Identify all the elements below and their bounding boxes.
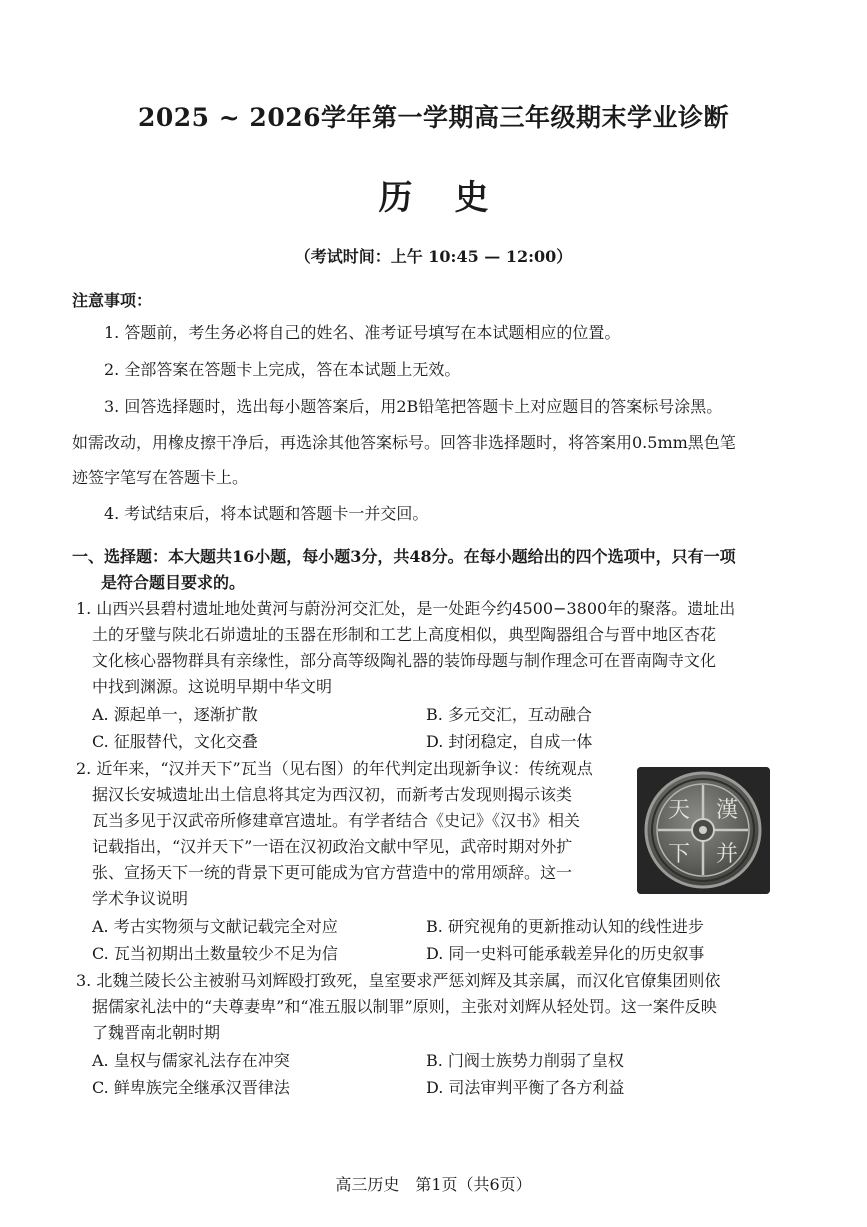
- notice-item: 3. 回答选择题时，选出每小题答案后，用2B铅笔把答题卡上对应题目的答案标号涂黑。: [104, 397, 723, 416]
- wadang-tile-drawing: [637, 767, 770, 894]
- question-2-option-b: B. 研究视角的更新推动认知的线性进步: [426, 917, 704, 936]
- exam-title: 2025 ~ 2026学年第一学期高三年级期末学业诊断: [137, 103, 730, 132]
- coin-char-tian: 天: [667, 798, 691, 823]
- question-3-line: 3. 北魏兰陵长公主被驸马刘辉殴打致死，皇室要求严惩刘辉及其亲属，而汉化官僚集团则依: [76, 971, 721, 990]
- question-3-option-d: D. 司法审判平衡了各方利益: [426, 1078, 625, 1097]
- question-1-line: 中找到渊源。这说明早期中华文明: [92, 677, 333, 696]
- coin-char-han: 漢: [715, 798, 739, 823]
- question-1-option-a: A. 源起单一，逐渐扩散: [92, 705, 258, 724]
- question-1-line: 1. 山西兴县碧村遗址地处黄河与蔚汾河交汇处，是一处距今约4500−3800年的聚落。遗址出: [76, 599, 736, 618]
- question-1-line: 土的牙璧与陕北石峁遗址的玉器在形制和工艺上高度相似，典型陶器组合与晋中地区杏花: [92, 625, 717, 644]
- question-1-option-c: C. 征服替代，文化交叠: [92, 732, 258, 751]
- question-3-line: 据儒家礼法中的“夫尊妻卑”和“准五服以制罪”原则，主张对刘辉从轻处罚。这一案件反映: [92, 997, 717, 1016]
- notice-item: 4. 考试结束后，将本试题和答题卡一并交回。: [104, 504, 429, 523]
- question-2-line: 瓦当多见于汉武帝所修建章宫遗址。有学者结合《史记》《汉书》相关: [92, 811, 581, 830]
- question-1-line: 文化核心器物群具有亲缘性，部分高等级陶礼器的装饰母题与制作理念可在晋南陶寺文化: [92, 651, 717, 670]
- wadang-tile-image: [637, 767, 770, 894]
- notice-item: 1. 答题前，考生务必将自己的姓名、准考证号填写在本试题相应的位置。: [104, 323, 621, 342]
- question-1-option-d: D. 封闭稳定，自成一体: [426, 732, 593, 751]
- section-heading-cont: 是符合题目要求的。: [101, 573, 246, 592]
- question-3-option-a: A. 皇权与儒家礼法存在冲突: [92, 1051, 290, 1070]
- notice-item: 2. 全部答案在答题卡上完成，答在本试题上无效。: [104, 360, 461, 379]
- question-2-line: 2. 近年来，“汉并天下”瓦当（见右图）的年代判定出现新争议：传统观点: [76, 759, 593, 778]
- question-3-option-b: B. 门阀士族势力削弱了皇权: [426, 1051, 624, 1070]
- question-2-option-c: C. 瓦当初期出土数量较少不足为信: [92, 944, 338, 963]
- question-2-line: 学术争议说明: [92, 889, 189, 908]
- question-1-option-b: B. 多元交汇，互动融合: [426, 705, 592, 724]
- coin-char-bing: 并: [715, 842, 739, 867]
- question-3-line: 了魏晋南北朝时期: [92, 1023, 221, 1042]
- question-3-option-c: C. 鲜卑族完全继承汉晋律法: [92, 1078, 290, 1097]
- question-2-line: 张、宣扬天下一统的背景下更可能成为官方营造中的常用颂辞。这一: [92, 863, 573, 882]
- notice-item: 如需改动，用橡皮擦干净后，再选涂其他答案标号。回答非选择题时，将答案用0.5mm黑色笔: [72, 433, 736, 452]
- exam-time: （考试时间：上午 10:45 — 12:00）: [294, 247, 573, 266]
- page-footer: 高三历史 第1页（共6页）: [335, 1175, 532, 1194]
- question-2-line: 据汉长安城遗址出土信息将其定为西汉初，而新考古发现则揭示该类: [92, 785, 573, 804]
- section-heading: 一、选择题：本大题共16小题，每小题3分，共48分。在每小题给出的四个选项中，只有一项: [72, 547, 736, 566]
- question-2-line: 记载指出，“汉并天下”一语在汉初政治文献中罕见，武帝时期对外扩: [92, 837, 573, 856]
- question-2-option-d: D. 同一史料可能承载差异化的历史叙事: [426, 944, 705, 963]
- question-2-option-a: A. 考古实物须与文献记载完全对应: [92, 917, 338, 936]
- notice-heading: 注意事项：: [72, 291, 153, 310]
- coin-char-xia: 下: [667, 842, 691, 867]
- notice-item: 迹签字笔写在答题卡上。: [72, 468, 249, 487]
- subject-title: 历史: [378, 178, 531, 218]
